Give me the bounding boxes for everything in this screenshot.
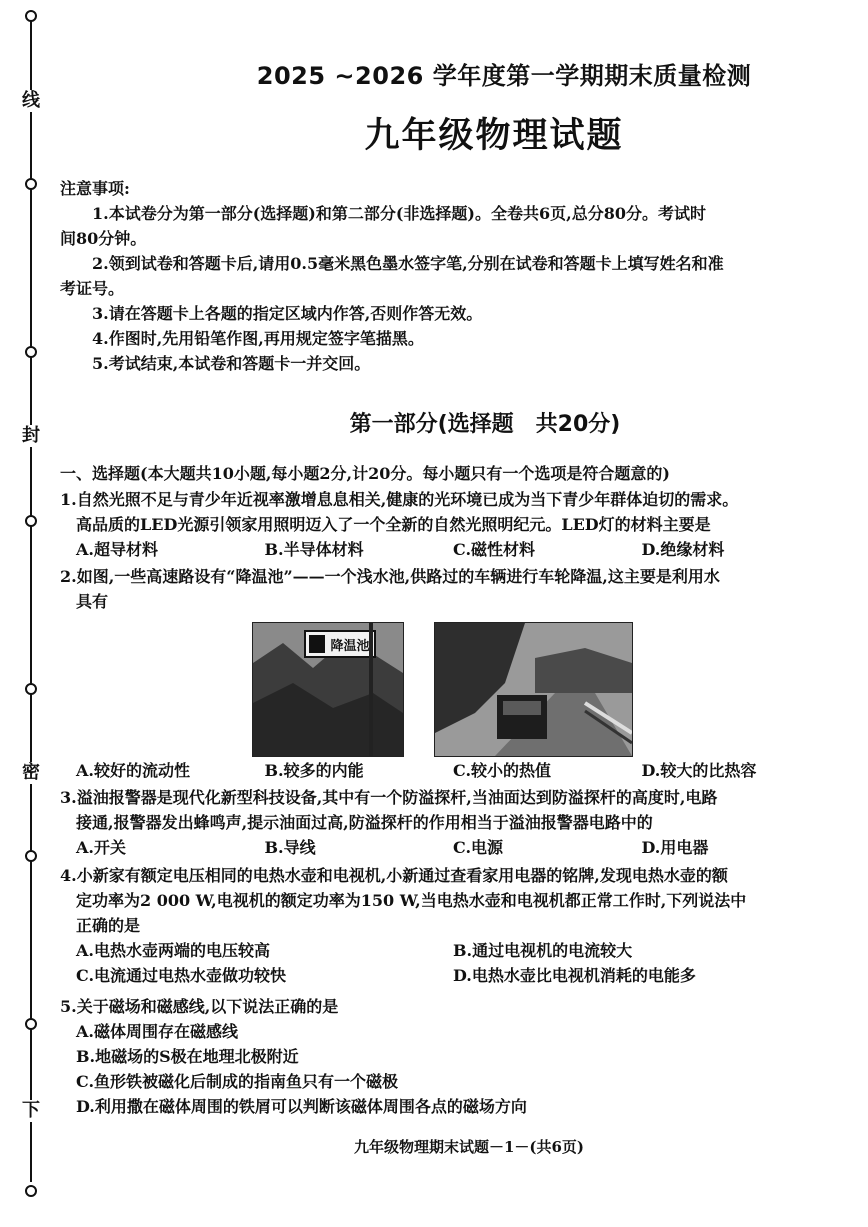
option-c[interactable]: C.鱼形铁被磁化后制成的指南鱼只有一个磁极 (76, 1072, 399, 1091)
option-d[interactable]: D.较大的比热容 (641, 761, 757, 780)
exam-period: 2025 ~2026 学年度第一学期期末质量检测 (256, 62, 752, 90)
option-a[interactable]: A.电热水壶两端的电压较高 (76, 941, 270, 960)
question-stem: 4.小新家有额定电压相同的电热水壶和电视机,小新通过查看家用电器的铭牌,发现电热水壶的额 (60, 866, 728, 885)
notice-item: 4.作图时,先用铅笔作图,再用规定签字笔描黑。 (92, 329, 424, 348)
binding-hole (25, 346, 37, 358)
question-stem: 高品质的LED光源引领家用照明迈入了一个全新的自然光照明纪元。LED灯的材料主要是 (76, 515, 711, 534)
option-d[interactable]: D.电热水壶比电视机消耗的电能多 (453, 966, 696, 985)
option-a[interactable]: A.磁体周围存在磁感线 (76, 1022, 238, 1041)
margin-char-xian: 线 (22, 90, 40, 111)
margin-char-xia: 下 (22, 1100, 40, 1121)
notice-item: 3.请在答题卡上各题的指定区域内作答,否则作答无效。 (92, 304, 483, 323)
notice-item: 2.领到试卷和答题卡后,请用0.5毫米黑色墨水签字笔,分别在试卷和答题卡上填写姓名和准 (92, 254, 724, 273)
margin-char-feng: 封 (22, 425, 40, 446)
question-options (60, 537, 830, 562)
question-options (60, 963, 830, 988)
photo-cooling-pool-sign (252, 622, 404, 757)
option-b[interactable]: B.较多的内能 (264, 761, 364, 780)
option-c[interactable]: C.电源 (453, 838, 504, 857)
option-b[interactable]: B.地磁场的S极在地理北极附近 (76, 1047, 299, 1066)
question-options (60, 758, 830, 783)
option-c[interactable]: C.较小的热值 (453, 761, 552, 780)
option-b[interactable]: B.半导体材料 (264, 540, 364, 559)
section-instruction-text: 一、选择题(本大题共10小题,每小题2分,计20分。每小题只有一个选项是符合题意的) (60, 464, 670, 483)
option-b[interactable]: B.导线 (264, 838, 316, 857)
binding-hole (25, 178, 37, 190)
question-4 (60, 863, 830, 988)
question-5 (60, 994, 830, 1119)
binding-hole (25, 1018, 37, 1030)
notice-list (60, 201, 830, 376)
notice-item: 考证号。 (60, 279, 125, 298)
page-footer: 九年级物理期末试题－1－(共6页) (353, 1138, 585, 1156)
question-stem: 2.如图,一些高速路设有“降温池”——一个浅水池,供路过的车辆进行车轮降温,这主要是利用水 (60, 567, 720, 586)
binding-hole (25, 683, 37, 695)
question-stem: 定功率为2 000 W,电视机的额定功率为150 W,当电热水壶和电视机都正常工作时,下列说法中 (76, 891, 747, 910)
option-a[interactable]: A.超导材料 (76, 540, 158, 559)
truck-on-road-image (435, 623, 632, 756)
option-d[interactable]: D.绝缘材料 (641, 540, 725, 559)
section-instruction (60, 461, 830, 486)
question-stem: 3.溢油报警器是现代化新型科技设备,其中有一个防溢探杆,当油面达到防溢探杆的高度时,电路 (60, 788, 718, 807)
exam-title: 九年级物理试题 (364, 116, 624, 156)
binding-hole (25, 10, 37, 22)
notice-item: 1.本试卷分为第一部分(选择题)和第二部分(非选择题)。全卷共6页,总分80分。考试时 (92, 204, 706, 223)
option-d[interactable]: D.用电器 (641, 838, 709, 857)
question-options (60, 938, 830, 963)
option-b[interactable]: B.通过电视机的电流较大 (453, 941, 633, 960)
binding-margin (0, 0, 60, 1227)
section-title: 第一部分(选择题 共20分) (349, 412, 621, 437)
binding-hole (25, 1185, 37, 1197)
question-options (60, 835, 830, 860)
question-2 (60, 564, 830, 614)
question-stem: 接通,报警器发出蜂鸣声,提示油面过高,防溢探杆的作用相当于溢油报警器电路中的 (76, 813, 653, 832)
question-stem: 具有 (76, 592, 109, 611)
binding-hole (25, 850, 37, 862)
question-2-options-row (60, 758, 830, 783)
question-3 (60, 785, 830, 860)
question-stem: 5.关于磁场和磁感线,以下说法正确的是 (60, 997, 339, 1016)
option-c[interactable]: C.电流通过电热水壶做功较快 (76, 966, 287, 985)
option-a[interactable]: A.较好的流动性 (76, 761, 190, 780)
binding-hole (25, 515, 37, 527)
question-stem: 正确的是 (76, 916, 141, 935)
notice-heading: 注意事项: (60, 179, 130, 198)
option-d[interactable]: D.利用撒在磁体周围的铁屑可以判断该磁体周围各点的磁场方向 (76, 1097, 527, 1116)
notice-item: 5.考试结束,本试卷和答题卡一并交回。 (92, 354, 371, 373)
margin-char-mi: 密 (22, 762, 40, 783)
question-1 (60, 487, 830, 562)
option-a[interactable]: A.开关 (76, 838, 126, 857)
road-sign-text: 降温池 (330, 639, 370, 654)
notice-item: 间80分钟。 (60, 229, 147, 248)
mountain-road-sign-image (253, 623, 403, 756)
photo-truck-road (434, 622, 633, 757)
option-c[interactable]: C.磁性材料 (453, 540, 536, 559)
question-stem: 1.自然光照不足与青少年近视率激增息息相关,健康的光环境已成为当下青少年群体迫切的需求。 (60, 490, 739, 509)
